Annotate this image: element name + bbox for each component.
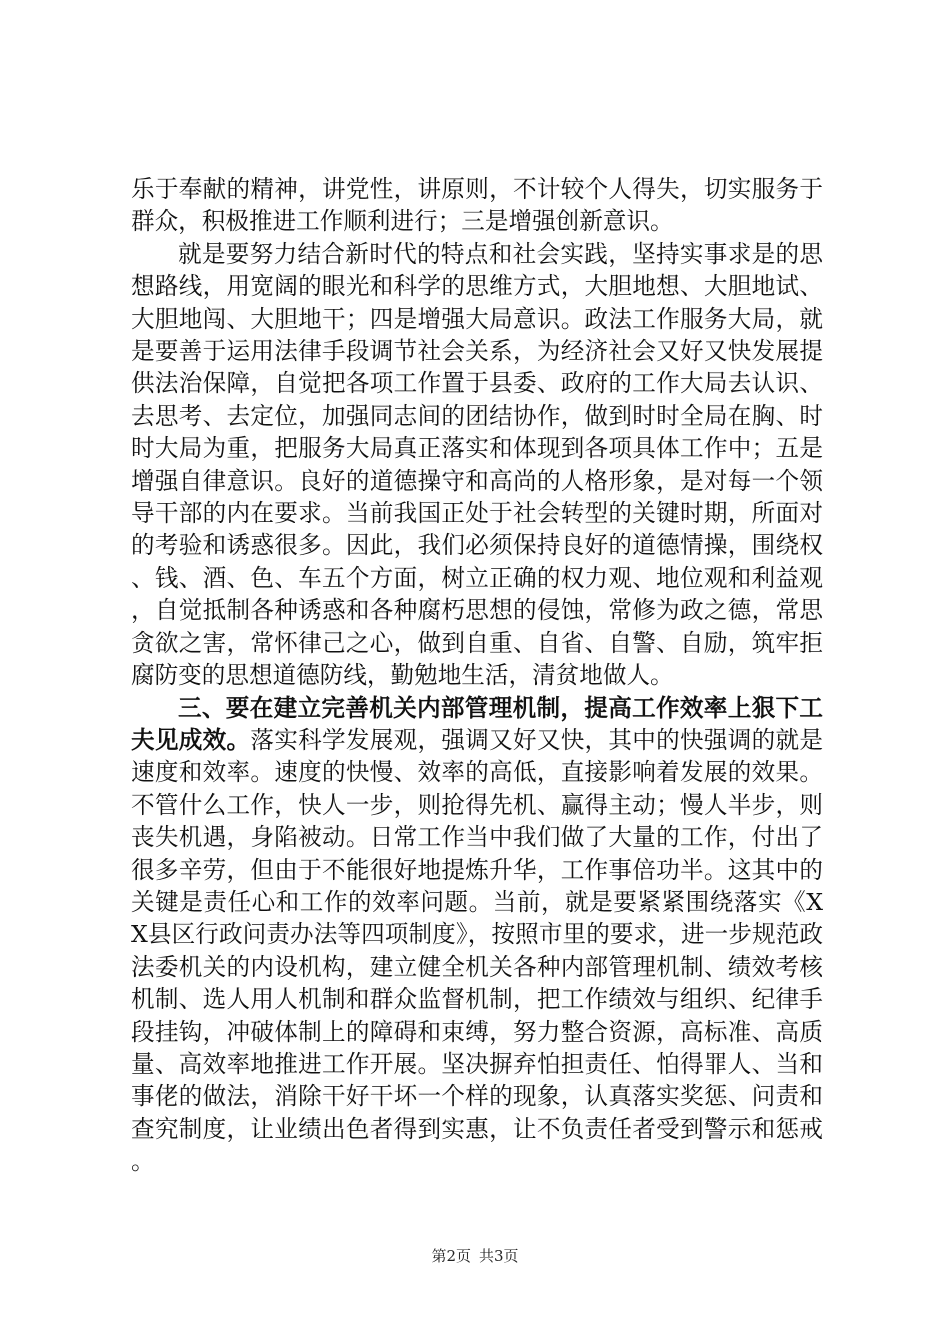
page-number: 第2页 [431,1247,471,1265]
paragraph-text: 乐于奉献的精神，讲党性，讲原则，不计较个人得失，切实服务于群众，积极推进工作顺利进行；三是增强创新意识。 [131,175,823,236]
paragraph-text: 就是要努力结合新时代的特点和社会实践，坚持实事求是的思想路线，用宽阔的眼光和科学的思维方式，大胆地想、大胆地试、大胆地闯、大胆地干；四是增强大局意识。政法工作服务大局，就是要善于运用法律手段调节社会关系，为经济社会又好又快发展提供法治保障，自觉把各项工作置于县委、政府的工作大局去认识、去思考、去定位，加强同志间的团结协作，做到时时全局在胸、时时大局为重，把服务大局真正落实和体现到各项具体工作中；五是增强自律意识。良好的道德操守和高尚的人格形象，是对每一个领导干部的内在要求。当前我国正处于社会转型的关键时期，所面对的考验和诱惑很多。因此，我们必须保持良好的道德情操，围绕权、钱、酒、色、车五个方面，树立正确的权力观、地位观和利益观，自觉抵制各种诱惑和各种腐朽思想的侵蚀，常修为政之德，常思贪欲之害，常怀律己之心，做到自重、自省、自警、自励，筑牢拒腐防变的思想道德防线，勤勉地生活，清贫地做人。 [131,239,823,690]
page-footer [0,1245,950,1266]
paragraph-awareness [131,238,823,692]
paragraph-section-three [131,692,823,1178]
document-body [131,173,823,1178]
section-heading: 三、要在建立完善机关内部管理机制，提高工作效率上狠下工夫见成效。 [131,693,823,754]
page-total: 共3页 [479,1247,519,1265]
paragraph-text: 落实科学发展观，强调又好又快，其中的快强调的就是速度和效率。速度的快慢、效率的高低，直接影响着发展的效果。不管什么工作，快人一步，则抢得先机、赢得主动；慢人半步，则丧失机遇，身陷被动。日常工作当中我们做了大量的工作，付出了很多辛劳，但由于不能很好地提炼升华，工作事倍功半。这其中的关键是责任心和工作的效率问题。当前，就是要紧紧围绕落实《XX县区行政问责办法等四项制度》，按照市里的要求，进一步规范政法委机关的内设机构，建立健全机关各种内部管理机制、绩效考核机制、选人用人机制和群众监督机制，把工作绩效与组织、纪律手段挂钩，冲破体制上的障碍和束缚，努力整合资源，高标准、高质量、高效率地推进工作开展。坚决摒弃怕担责任、怕得罪人、当和事佬的做法，消除干好干坏一个样的现象，认真落实奖惩、问责和查究制度，让业绩出色者得到实惠，让不负责任者受到警示和惩戒。 [131,725,823,1176]
paragraph-continuation [131,173,823,238]
